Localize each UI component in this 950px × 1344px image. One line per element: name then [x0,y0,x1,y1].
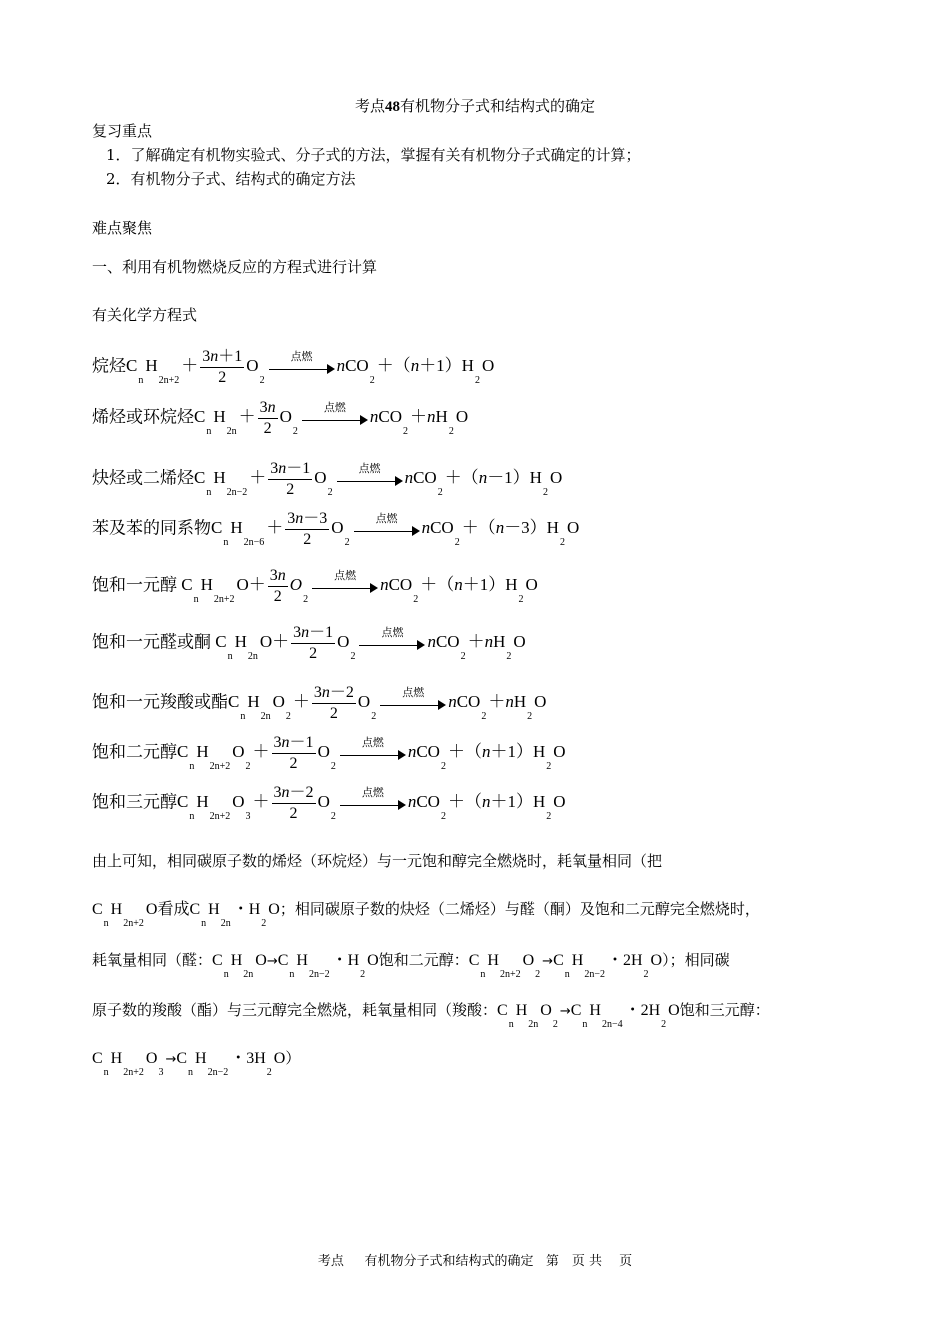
reaction-arrow-icon: 点燃 [337,472,403,488]
reaction-arrow-icon: 点燃 [312,579,378,595]
reaction-arrow-icon: 点燃 [359,636,425,652]
reaction-arrow-icon: 点燃 [302,411,368,427]
fraction: $\frac{3n-1}{2}$ [270,460,311,498]
review-heading: 复习重点 [92,122,153,140]
page-footer: 考点 有机物分子式和结构式的确定 第 页 共 页 [317,1254,633,1269]
conclusion-line-3: 耗氧量相同（醛：$C_nH_{2n}O\to C_nH_{2n-2}$・$H_2O$饱和二元醇：$C_nH_{2n+2}O_2\to C_nH_{2n-2}$・$2H_2O$）；相同碳 [92,951,730,980]
fraction: $\frac{3n-2}{2}$ [273,784,314,822]
equation-carboxylic-acid: 饱和一元羧酸或酯$C_nH_{2n}O_2+$ $\frac{3n-2}{2}$ $O_2$ 点燃 $nCO_2+nH_2O$ [92,684,547,723]
conclusion-line-1: 由上可知，相同碳原子数的烯烃（环烷烃）与一元饱和醇完全燃烧时，耗氧量相同（把 [92,852,663,870]
conclusion-line-2: $C_nH_{2n+2}O$看成$C_nH_{2n}$・$H_2O$；相同碳原子数的炔烃（二烯烃）与醛（酮）及饱和二元醇完全燃烧时， [92,899,760,929]
equation-alkene: 烯烃或环烷烃$C_nH_{2n}+$ $\frac{3n}{2}$ $O_2$ 点燃 $nCO_2+nH_2O$ [92,399,469,438]
fraction: $\frac{3n}{2}$ [269,567,286,605]
equation-monohydric-alcohol: 饱和一元醇 $C_nH_{2n+2}O+$ $\frac{3n}{2}$ $O_2$ 点燃 $nCO_2+(n+1)H_2O$ [92,567,538,606]
arrow-right-icon: → [266,954,278,969]
equation-benzene: 苯及苯的同系物$C_nH_{2n-6}+$ $\frac{3n-3}{2}$ $O_2$ 点燃 $nCO_2+(n-3)H_2O$ [92,510,580,549]
section-heading: 一、利用有机物燃烧反应的方程式进行计算 [92,258,378,276]
arrow-right-icon: → [542,954,554,969]
equation-alkyne: 炔烃或二烯烃$C_nH_{2n-2}+$ $\frac{3n-1}{2}$ $O_2$ 点燃 $nCO_2+(n-1)H_2O$ [92,460,563,499]
fraction: $\frac{3n-1}{2}$ [273,734,314,772]
equation-trihydric-alcohol: 饱和三元醇$C_nH_{2n+2}O_3+$ $\frac{3n-2}{2}$ $O_2$ 点燃 $nCO_2+(n+1)H_2O$ [92,784,566,823]
equation-aldehyde-ketone: 饱和一元醛或酮 $C_nH_{2n}O+$ $\frac{3n-1}{2}$ $O_2$ 点燃 $nCO_2+nH_2O$ [92,624,526,663]
arrow-right-icon: → [165,1052,177,1067]
fraction: $\frac{3n-2}{2}$ [313,684,354,722]
reaction-arrow-icon: 点燃 [354,522,420,538]
review-item-2: 2．有机物分子式、结构式的确定方法 [106,170,356,188]
fraction: $\frac{3n+1}{2}$ [202,348,243,386]
equations-heading: 有关化学方程式 [92,306,198,324]
reaction-arrow-icon: 点燃 [380,696,446,712]
equation-alkane: 烷烃$C_nH_{2n+2}+$ $\frac{3n+1}{2}$ $O_2$ 点燃 $nCO_2+(n+1)H_2O$ [92,348,495,387]
conclusion-line-5: $C_nH_{2n+2}O_3\to C_nH_{2n-2}$・$3H_2O$） [92,1049,301,1078]
reaction-arrow-icon: 点燃 [340,796,406,812]
review-item-1: 1．了解确定有机物实验式、分子式的方法，掌握有关有机物分子式确定的计算； [106,146,641,164]
reaction-arrow-icon: 点燃 [269,360,335,376]
fraction: $\frac{3n-1}{2}$ [293,624,334,662]
difficulty-heading: 难点聚焦 [92,219,153,237]
arrow-right-icon: → [559,1004,571,1019]
fraction: $\frac{3n}{2}$ [259,399,276,437]
page-title: 考点48有机物分子式和结构式的确定 [354,97,596,115]
fraction: $\frac{3n-3}{2}$ [287,510,328,548]
equation-dihydric-alcohol: 饱和二元醇$C_nH_{2n+2}O_2+$ $\frac{3n-1}{2}$ $O_2$ 点燃 $nCO_2+(n+1)H_2O$ [92,734,566,773]
reaction-arrow-icon: 点燃 [340,746,406,762]
conclusion-line-4: 原子数的羧酸（酯）与三元醇完全燃烧，耗氧量相同（羧酸：$C_nH_{2n}O_2\to C_nH_{2n-4}$・$2H_2O$饱和三元醇： [92,1001,770,1030]
